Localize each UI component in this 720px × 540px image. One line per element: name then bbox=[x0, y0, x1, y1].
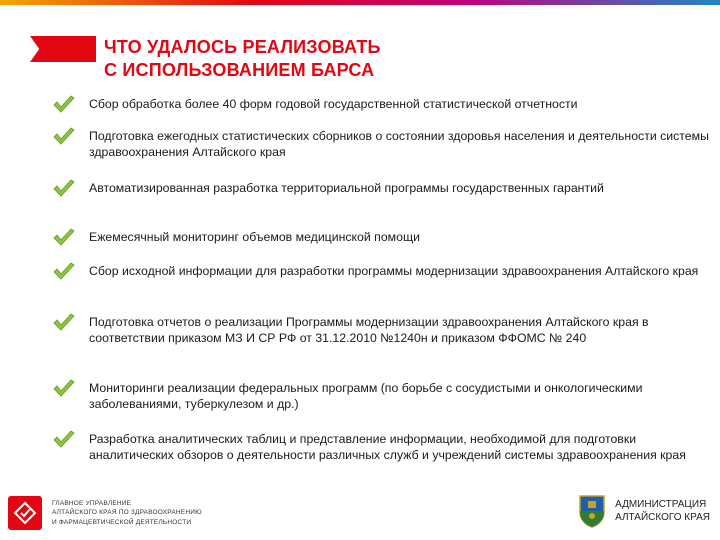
checkmark-icon bbox=[52, 430, 76, 450]
checkmark-icon bbox=[52, 379, 76, 399]
coat-of-arms-icon bbox=[577, 494, 607, 528]
page-title bbox=[104, 36, 504, 82]
title-accent-tab bbox=[30, 36, 96, 62]
footer-admin-line-1: АДМИНИСТРАЦИЯ bbox=[615, 499, 707, 510]
footer-admin-line-2: АЛТАЙСКОГО КРАЯ bbox=[615, 512, 710, 523]
health-department-logo-icon bbox=[8, 496, 42, 530]
list-item bbox=[52, 380, 712, 412]
list-item-text: Подготовка ежегодных статистических сборников о состоянии здоровья населения и деятельности системы здравоохранения Алтайского края bbox=[89, 129, 709, 159]
list-item bbox=[52, 431, 712, 463]
footer-organization bbox=[8, 496, 202, 530]
footer-org-line-1: ГЛАВНОЕ УПРАВЛЕНИЕ bbox=[52, 499, 132, 507]
list-item-text: Подготовка отчетов о реализации Программы модернизации здравоохранения Алтайского края в соответствии приказом МЗ И СР РФ от 31.12.2010 №1240н и приказом ФФОМС № 240 bbox=[89, 315, 649, 345]
logo-symbol-icon bbox=[12, 500, 38, 526]
checkmark-icon bbox=[52, 95, 76, 115]
list-item-text: Сбор исходной информации для разработки программы модернизации здравоохранения Алтайского края bbox=[89, 264, 699, 278]
list-item-text: Сбор обработка более 40 форм годовой государственной статистической отчетности bbox=[89, 97, 578, 111]
top-gradient-bar bbox=[0, 0, 720, 5]
footer-administration bbox=[577, 494, 710, 528]
list-item bbox=[52, 96, 712, 115]
list-item-text: Автоматизированная разработка территориальной программы государственных гарантий bbox=[89, 181, 604, 195]
footer-org-line-2: АЛТАЙСКОГО КРАЯ ПО ЗДРАВООХРАНЕНИЮ bbox=[52, 509, 202, 517]
checkmark-icon bbox=[52, 179, 76, 199]
checkmark-icon bbox=[52, 127, 76, 147]
list-item bbox=[52, 128, 712, 160]
checkmark-icon bbox=[52, 228, 76, 248]
list-item bbox=[52, 180, 712, 199]
list-item-text: Разработка аналитических таблиц и представление информации, необходимой для подготовки аналитических обзоров о деятельности различных служб и учреждений системы здравоохранения края bbox=[89, 432, 686, 462]
list-item bbox=[52, 229, 712, 248]
page-title-line-1: ЧТО УДАЛОСЬ РЕАЛИЗОВАТЬ bbox=[104, 37, 381, 57]
page-title-line-2: С ИСПОЛЬЗОВАНИЕМ БАРСА bbox=[104, 60, 375, 80]
list-item bbox=[52, 263, 712, 282]
checkmark-icon bbox=[52, 262, 76, 282]
list-item-text: Мониторинги реализации федеральных программ (по борьбе с сосудистыми и онкологическими заболеваниями, туберкулезом и др.) bbox=[89, 381, 643, 411]
list-item-text: Ежемесячный мониторинг объемов медицинской помощи bbox=[89, 230, 420, 244]
footer-org-line-3: И ФАРМАЦЕВТИЧЕСКОЙ ДЕЯТЕЛЬНОСТИ bbox=[52, 518, 192, 526]
list-item bbox=[52, 314, 712, 346]
checkmark-icon bbox=[52, 313, 76, 333]
